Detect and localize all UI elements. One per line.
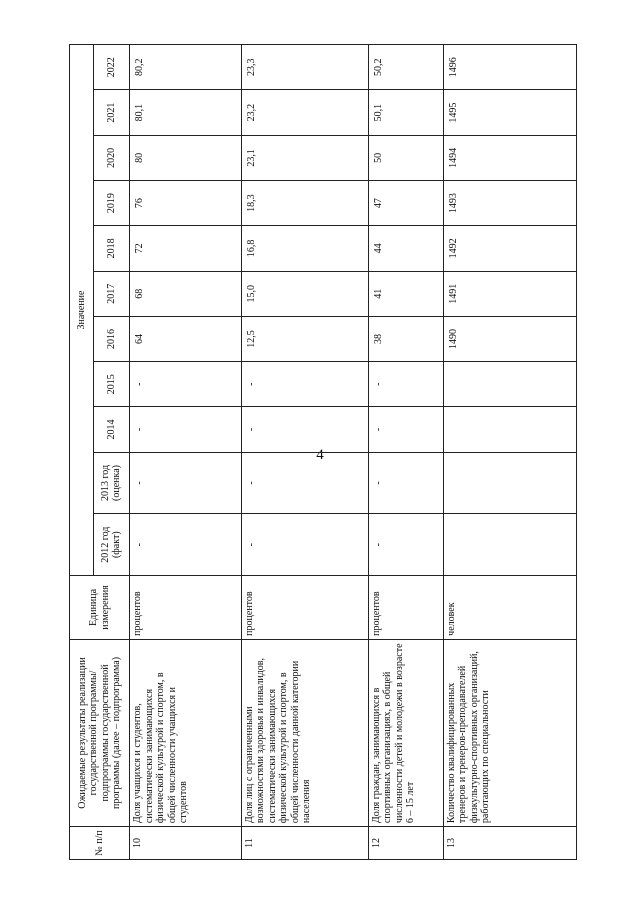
header-year: 2017: [93, 271, 130, 316]
row-value: -: [130, 452, 242, 514]
row-value: [443, 407, 576, 452]
row-value: -: [241, 362, 368, 407]
row-unit: процентов: [368, 576, 443, 640]
row-num: 13: [443, 827, 576, 860]
header-year: 2021: [93, 90, 130, 135]
header-year: 2022: [93, 45, 130, 90]
header-year: 2013 год (оценка): [93, 452, 130, 514]
header-result: Ожидаемые результаты реализации государственной программы/подпрограммы государственной программы (далее – подпрограмма): [70, 639, 130, 826]
row-num: 12: [368, 827, 443, 860]
row-value: -: [368, 514, 443, 576]
header-year: 2016: [93, 316, 130, 361]
row-value: 50: [368, 135, 443, 180]
row-value: -: [241, 452, 368, 514]
row-value: 64: [130, 316, 242, 361]
row-value: 1495: [443, 90, 576, 135]
row-value: 80,2: [130, 45, 242, 90]
header-num: № п/п: [70, 827, 130, 860]
row-value: 1493: [443, 181, 576, 226]
table-row: [130, 45, 242, 860]
row-value: [443, 514, 576, 576]
row-value: 38: [368, 316, 443, 361]
header-year: 2012 год (факт): [93, 514, 130, 576]
row-description: Количество квалифицированных тренеров и тренеров-преподавателей физкультурно-спортивных организаций, работающих по специальности: [443, 639, 576, 826]
table-row: [368, 45, 443, 860]
row-value: -: [130, 407, 242, 452]
row-description: Доля лиц с ограниченными возможностями здоровья и инвалидов, систематически занимающихся физической культурой и спортом, в общей численности данной категории населения: [241, 639, 368, 826]
header-year: 2018: [93, 226, 130, 271]
row-value: -: [241, 514, 368, 576]
header-year: 2014: [93, 407, 130, 452]
row-value: 23,2: [241, 90, 368, 135]
row-description: Доля граждан, занимающихся в спортивных организациях, в общей численности детей и молодежи в возрасте 6 – 15 лет: [368, 639, 443, 826]
header-unit: Единица измерения: [70, 576, 130, 640]
row-value: 1496: [443, 45, 576, 90]
row-value: 18,3: [241, 181, 368, 226]
table-row: [241, 45, 368, 860]
header-value: Значение: [70, 45, 94, 576]
row-description: Доля учащихся и студентов, систематически занимающихся физической культурой и спортом, в общей численности учащихся и студентов: [130, 639, 242, 826]
row-value: [443, 362, 576, 407]
row-unit: процентов: [241, 576, 368, 640]
row-value: 47: [368, 181, 443, 226]
row-value: -: [368, 407, 443, 452]
row-value: [443, 452, 576, 514]
table-row: [443, 45, 576, 860]
row-value: 23,1: [241, 135, 368, 180]
row-value: 15,0: [241, 271, 368, 316]
row-value: -: [130, 362, 242, 407]
indicators-table-container: [69, 44, 577, 860]
row-value: -: [241, 407, 368, 452]
header-year: 2019: [93, 181, 130, 226]
row-value: 44: [368, 226, 443, 271]
row-value: 1491: [443, 271, 576, 316]
row-value: 80,1: [130, 90, 242, 135]
row-value: -: [368, 362, 443, 407]
row-value: 80: [130, 135, 242, 180]
row-value: 1490: [443, 316, 576, 361]
row-value: 1494: [443, 135, 576, 180]
row-value: 68: [130, 271, 242, 316]
row-num: 11: [241, 827, 368, 860]
row-unit: процентов: [130, 576, 242, 640]
header-year: 2015: [93, 362, 130, 407]
row-value: 1492: [443, 226, 576, 271]
row-value: 12,5: [241, 316, 368, 361]
indicators-table: [69, 44, 577, 860]
row-value: 23,3: [241, 45, 368, 90]
row-value: 50,2: [368, 45, 443, 90]
row-value: 50,1: [368, 90, 443, 135]
row-num: 10: [130, 827, 242, 860]
row-value: 41: [368, 271, 443, 316]
row-unit: человек: [443, 576, 576, 640]
page-number: 4: [316, 447, 324, 463]
header-year: 2020: [93, 135, 130, 180]
row-value: 16,8: [241, 226, 368, 271]
row-value: 76: [130, 181, 242, 226]
row-value: -: [130, 514, 242, 576]
row-value: 72: [130, 226, 242, 271]
row-value: -: [368, 452, 443, 514]
